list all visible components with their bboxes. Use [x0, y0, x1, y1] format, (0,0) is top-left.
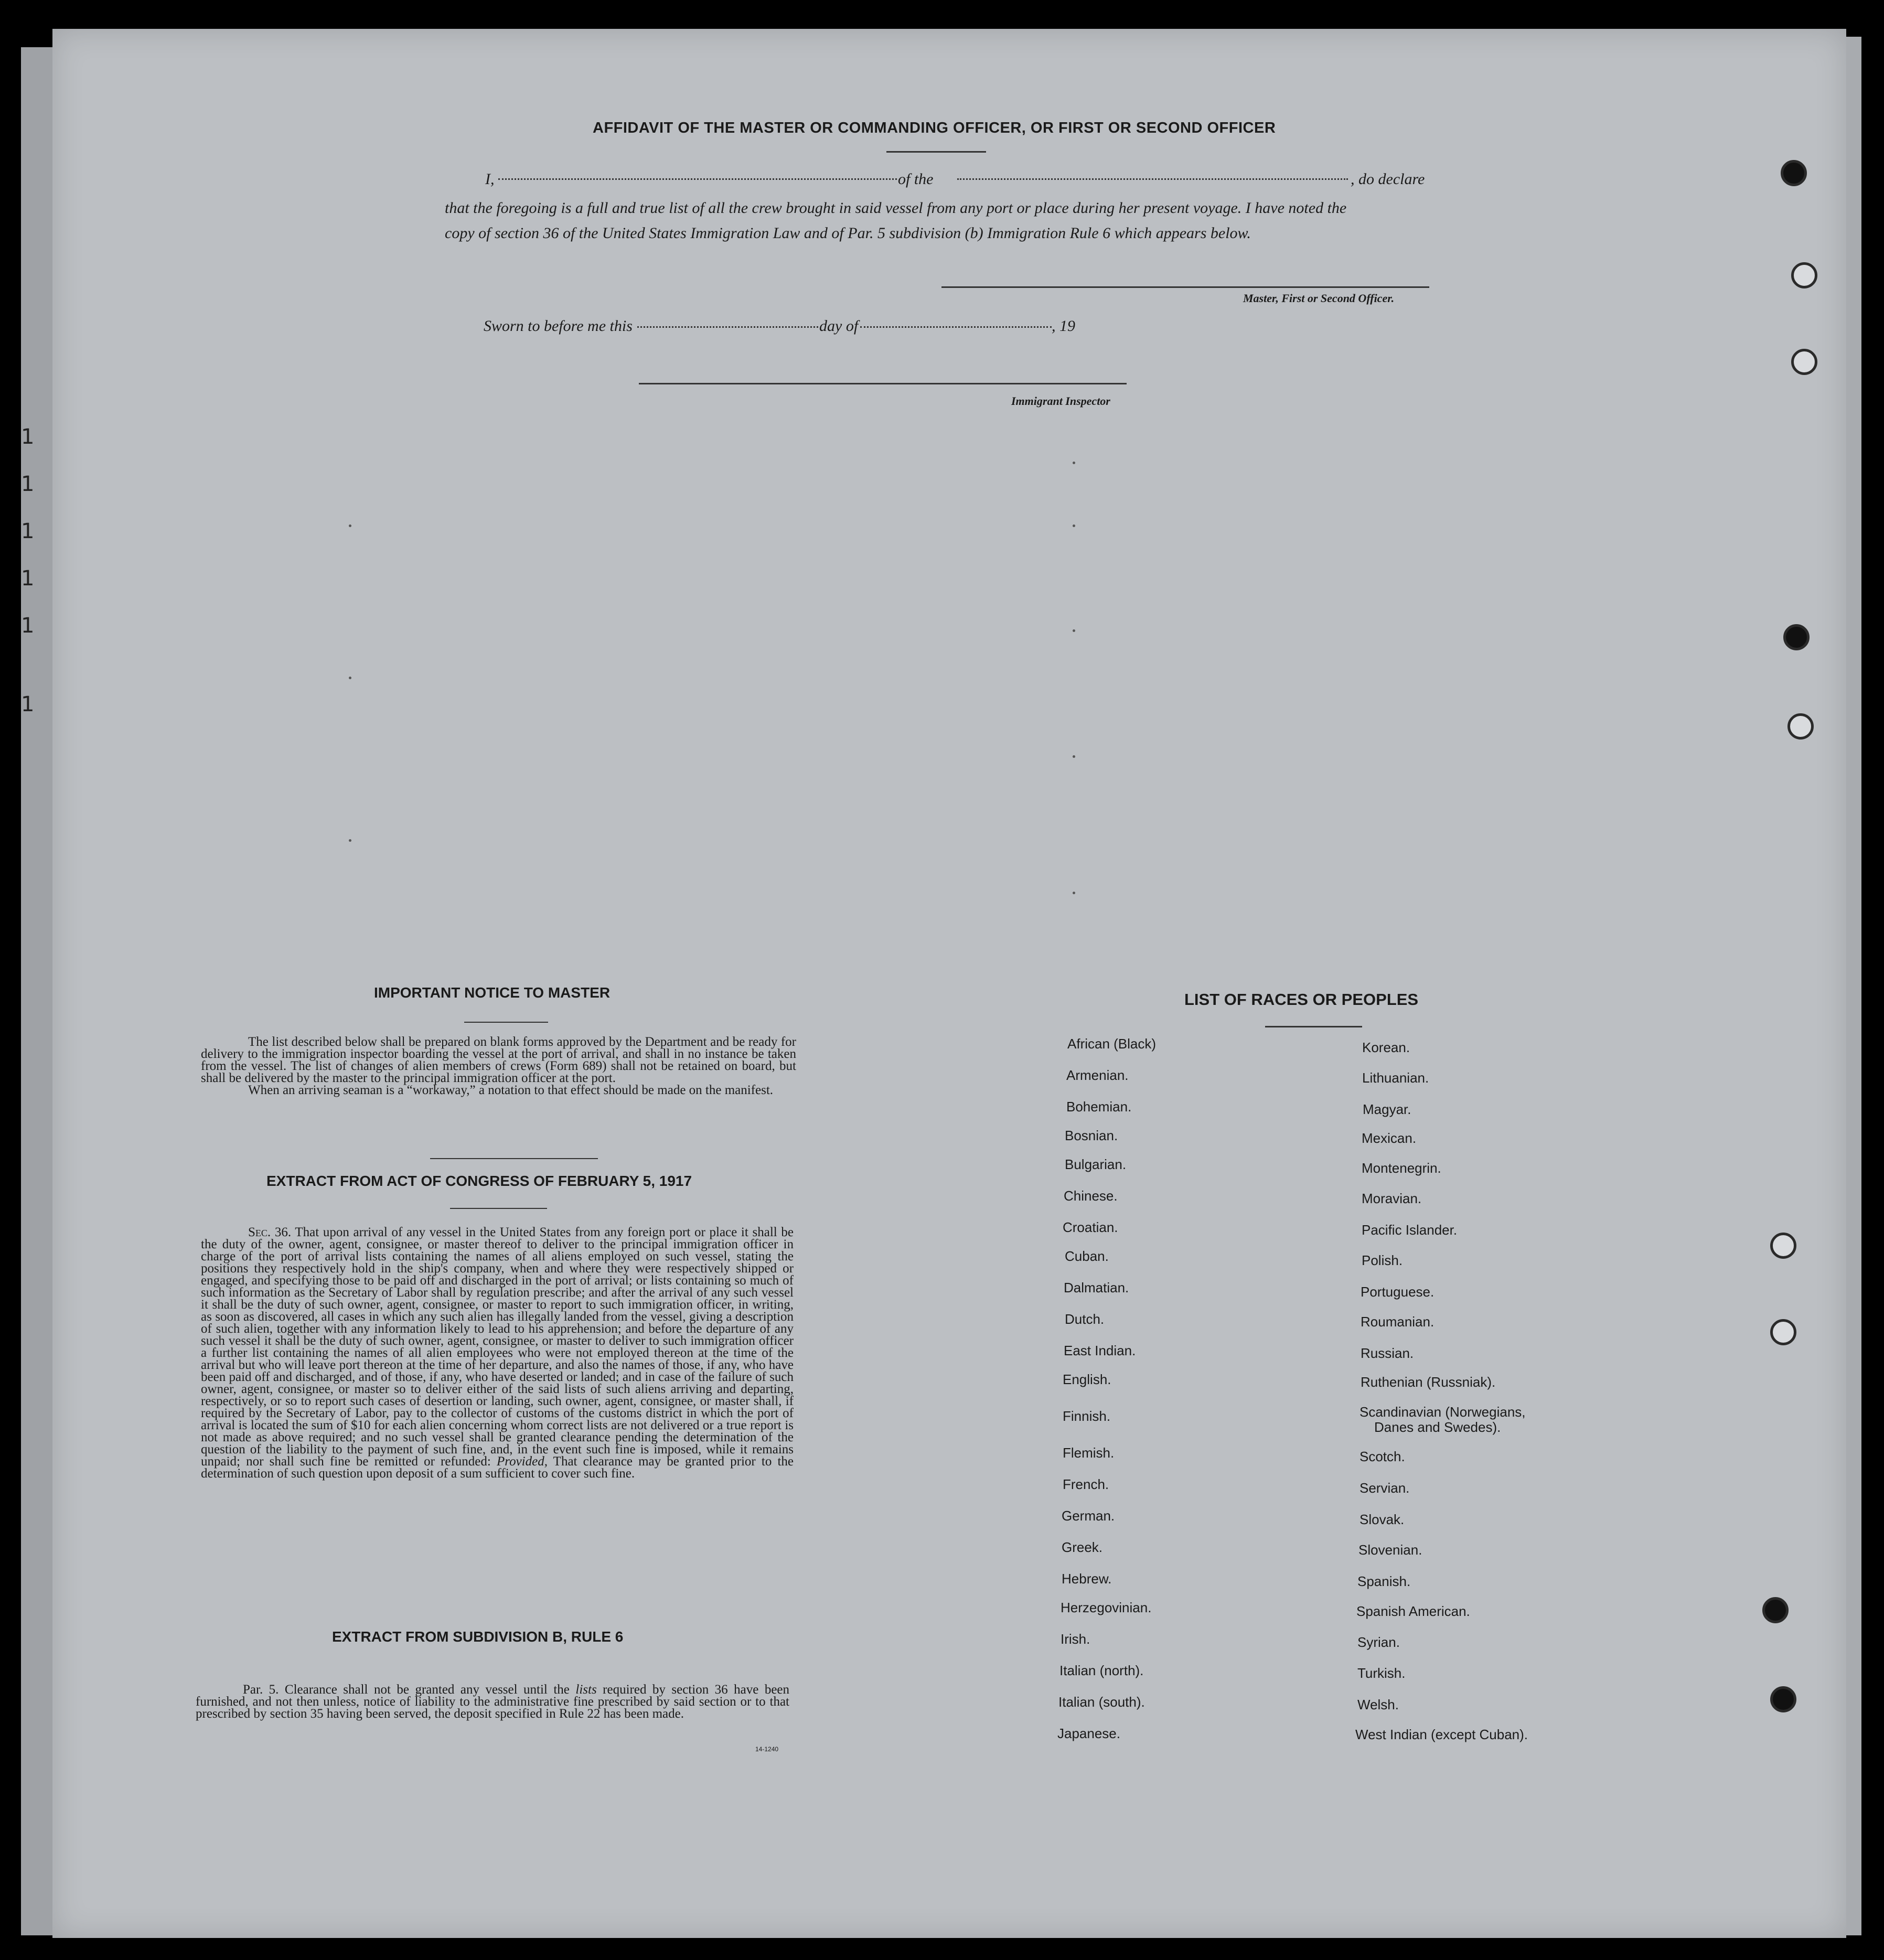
race-item: Roumanian. — [1361, 1314, 1435, 1330]
extract-rule-title: EXTRACT FROM SUBDIVISION B, RULE 6 — [332, 1629, 624, 1645]
race-item: Italian (north). — [1059, 1663, 1144, 1678]
affidavit-of-the: of the — [898, 170, 934, 188]
name-blank-line — [498, 177, 897, 180]
race-item: Dutch. — [1065, 1311, 1105, 1327]
race-item: Scotch. — [1360, 1449, 1405, 1464]
binder-hole-icon — [1783, 624, 1810, 650]
binder-hole-icon — [1770, 1686, 1796, 1712]
race-item: Herzegovinian. — [1061, 1600, 1152, 1615]
left-page-edge — [21, 47, 55, 1935]
race-item: Spanish. — [1357, 1573, 1411, 1589]
race-item: Spanish American. — [1356, 1603, 1470, 1619]
race-item: Korean. — [1362, 1040, 1410, 1055]
race-item: French. — [1063, 1476, 1109, 1492]
faint-dot — [1073, 629, 1075, 632]
race-item: Servian. — [1360, 1480, 1410, 1496]
race-item: West Indian (except Cuban). — [1355, 1727, 1528, 1742]
provided-word: Provided, — [497, 1454, 548, 1469]
margin-mark: 1 — [21, 566, 35, 591]
section-36-text: That upon arrival of any vessel in the United States from any foreign port or place it shall be the duty of the owner, agent, consignee, or master thereof to deliver to the principal immigration officer in charge of the port of arrival lists containing the names of all aliens employed on such vessel, stating the positions they respectively hold in the ship's company, when and where they were respectively shipped or engaged, and specifying those to be paid off and discharged in the port of arrival; or lists containing so much of such information as the Secretary of Labor shall by regulation prescribe; and after the arrival of any such vessel it shall be the duty of such owner, agent, consignee, or master to report to such immigration officer, in writing, as soon as discovered, all cases in which any such alien has illegally landed from the vessel, giving a description of such alien, together with any information likely to lead to his apprehension; and before the departure of any such vessel it shall be the duty of such owner, agent, consignee, or master to deliver to such immigration officer a further list containing the names of all alien employees who were not employed thereon at the time of the arrival but who will leave port thereon at the time of her departure, and also the names of those, if any, who have been paid off and discharged, and of those, if any, who have deserted or landed; and in case of the failure of such owner, agent, consignee, or master so to deliver either of the said lists of such aliens arriving and departing, respectively, or so to report such cases of desertion or landing, such owner, agent, consignee, or master shall, if required by the Secretary of Labor, pay to the collector of customs of the customs district in which the port of arrival is located the sum of $10 for each alien concerning whom correct lists are not delivered or a true report is not made as above required; and no such vessel shall be granted clearance pending the determination of the question of the liability to the payment of such fine, and, in the event such fine is imposed, while it remains unpaid; nor shall such fine be remitted or refunded: — [201, 1225, 794, 1469]
day-of-text: day of — [819, 317, 859, 335]
binder-hole-icon — [1787, 713, 1814, 740]
inspector-signature-label: Immigrant Inspector — [1011, 394, 1110, 408]
race-item: Magyar. — [1363, 1101, 1411, 1117]
margin-mark: 1 — [21, 692, 35, 716]
race-item: Croatian. — [1063, 1219, 1118, 1235]
form-page — [52, 29, 1846, 1938]
notice-body — [201, 1036, 796, 1096]
divider — [464, 1022, 548, 1023]
extract-act-title: EXTRACT FROM ACT OF CONGRESS OF FEBRUARY 5, 1917 — [266, 1173, 692, 1189]
race-item: Montenegrin. — [1362, 1160, 1441, 1176]
faint-dot — [1073, 755, 1075, 758]
race-item: Mexican. — [1362, 1130, 1417, 1146]
binder-hole-icon — [1781, 160, 1807, 186]
extract-rule-body — [196, 1684, 789, 1720]
form-number: 14-1240 — [755, 1745, 779, 1753]
divider — [450, 1208, 547, 1209]
race-item: Irish. — [1061, 1631, 1090, 1647]
affidavit-line-2: that the foregoing is a full and true list of all the crew brought in said vessel from any port or place during her present voyage. I have noted the — [445, 199, 1347, 217]
race-item-continuation: Danes and Swedes). — [1374, 1419, 1501, 1435]
divider — [430, 1158, 598, 1159]
affidavit-i: I, — [485, 170, 495, 188]
races-title: LIST OF RACES OR PEOPLES — [1184, 990, 1419, 1009]
race-item: Finnish. — [1063, 1408, 1111, 1424]
sworn-text: Sworn to before me this — [484, 317, 633, 335]
rule-text-b: required by section 36 have been furnished, and not then unless, notice of liability to the administrative fine prescribed by said section or to that prescribed by section 35 having been served, the deposit specified in Rule 22 has been made. — [196, 1683, 790, 1721]
race-item: Turkish. — [1357, 1665, 1406, 1681]
divider — [1265, 1026, 1362, 1027]
race-item: Russian. — [1361, 1345, 1414, 1361]
month-blank-line — [860, 325, 1052, 328]
race-item: Portuguese. — [1361, 1284, 1435, 1300]
extract-act-body — [201, 1226, 794, 1480]
binder-hole-icon — [1770, 1319, 1796, 1345]
faint-dot — [1073, 462, 1075, 464]
race-item: Scandinavian (Norwegians, — [1360, 1404, 1526, 1420]
race-item: Pacific Islander. — [1362, 1222, 1458, 1238]
race-item: Hebrew. — [1062, 1571, 1112, 1587]
race-item: Bosnian. — [1065, 1128, 1118, 1143]
race-item: Ruthenian (Russniak). — [1361, 1374, 1496, 1390]
race-item: Bulgarian. — [1065, 1156, 1127, 1172]
margin-mark: 1 — [21, 472, 35, 496]
race-item: Flemish. — [1063, 1445, 1115, 1461]
race-item: Armenian. — [1066, 1067, 1129, 1083]
race-item: Japanese. — [1057, 1726, 1120, 1741]
notice-paragraph-2: When an arriving seaman is a “workaway,” a notation to that effect should be made on the manifest. — [248, 1083, 774, 1097]
faint-dot — [349, 524, 351, 527]
margin-mark: 1 — [21, 614, 35, 638]
section-label: Sec. 36. — [248, 1225, 292, 1239]
race-item: Welsh. — [1357, 1697, 1399, 1712]
faint-dot — [349, 677, 351, 679]
margin-mark: 1 — [21, 519, 35, 543]
rule-text-a: Par. 5. Clearance shall not be granted any vessel until the — [243, 1683, 570, 1697]
binder-hole-icon — [1791, 349, 1817, 375]
race-item: Moravian. — [1362, 1191, 1422, 1206]
affidavit-title: AFFIDAVIT OF THE MASTER OR COMMANDING OFFICER, OR FIRST OR SECOND OFFICER — [593, 120, 1276, 136]
faint-dot — [1073, 524, 1075, 527]
date-blank-line — [637, 325, 818, 328]
binder-hole-icon — [1770, 1233, 1796, 1259]
binder-hole-icon — [1762, 1597, 1789, 1623]
margin-mark: 1 — [21, 425, 35, 449]
master-signature-label: Master, First or Second Officer. — [1243, 292, 1395, 305]
race-item: African (Black) — [1067, 1036, 1157, 1052]
race-item: Greek. — [1062, 1539, 1103, 1555]
section-36-text-end: That clearance may be granted prior to the determination of such question upon deposit of a sum sufficient to cover such fine. — [201, 1454, 794, 1481]
faint-dot — [349, 839, 351, 842]
race-item: Chinese. — [1064, 1188, 1118, 1204]
vessel-blank-line — [957, 177, 1348, 180]
faint-dot — [1073, 892, 1075, 894]
affidavit-declare: , do declare — [1351, 170, 1425, 188]
race-item: Polish. — [1362, 1252, 1403, 1268]
race-item: English. — [1063, 1372, 1111, 1387]
race-item: Italian (south). — [1058, 1694, 1145, 1710]
race-item: East Indian. — [1064, 1343, 1136, 1358]
inspector-signature-line — [639, 383, 1127, 384]
notice-paragraph-1: The list described below shall be prepared on blank forms approved by the Department and be ready for delivery to the immigration inspector boarding the vessel at the port of arrival, and shall in no instance be taken from the vessel. The list of changes of alien members of crews (Form 689) shall not be retained on board, but shall be delivered by the master to the principal immigration officer at the port. — [201, 1035, 796, 1085]
binder-hole-icon — [1791, 262, 1817, 288]
race-item: German. — [1062, 1508, 1115, 1524]
affidavit-line-3: copy of section 36 of the United States Immigration Law and of Par. 5 subdivision (b) Immigration Rule 6 which appears below. — [445, 224, 1251, 242]
race-item: Dalmatian. — [1064, 1280, 1129, 1295]
race-item: Cuban. — [1065, 1248, 1109, 1264]
lists-word: lists — [575, 1683, 597, 1697]
year-text: , 19 — [1052, 317, 1075, 335]
divider — [886, 151, 986, 153]
notice-title: IMPORTANT NOTICE TO MASTER — [374, 984, 611, 1001]
master-signature-line — [941, 286, 1429, 288]
race-item: Bohemian. — [1066, 1099, 1132, 1115]
race-item: Slovenian. — [1358, 1542, 1422, 1558]
race-item: Syrian. — [1357, 1634, 1400, 1650]
race-item: Slovak. — [1360, 1512, 1405, 1527]
race-item: Lithuanian. — [1362, 1070, 1429, 1086]
